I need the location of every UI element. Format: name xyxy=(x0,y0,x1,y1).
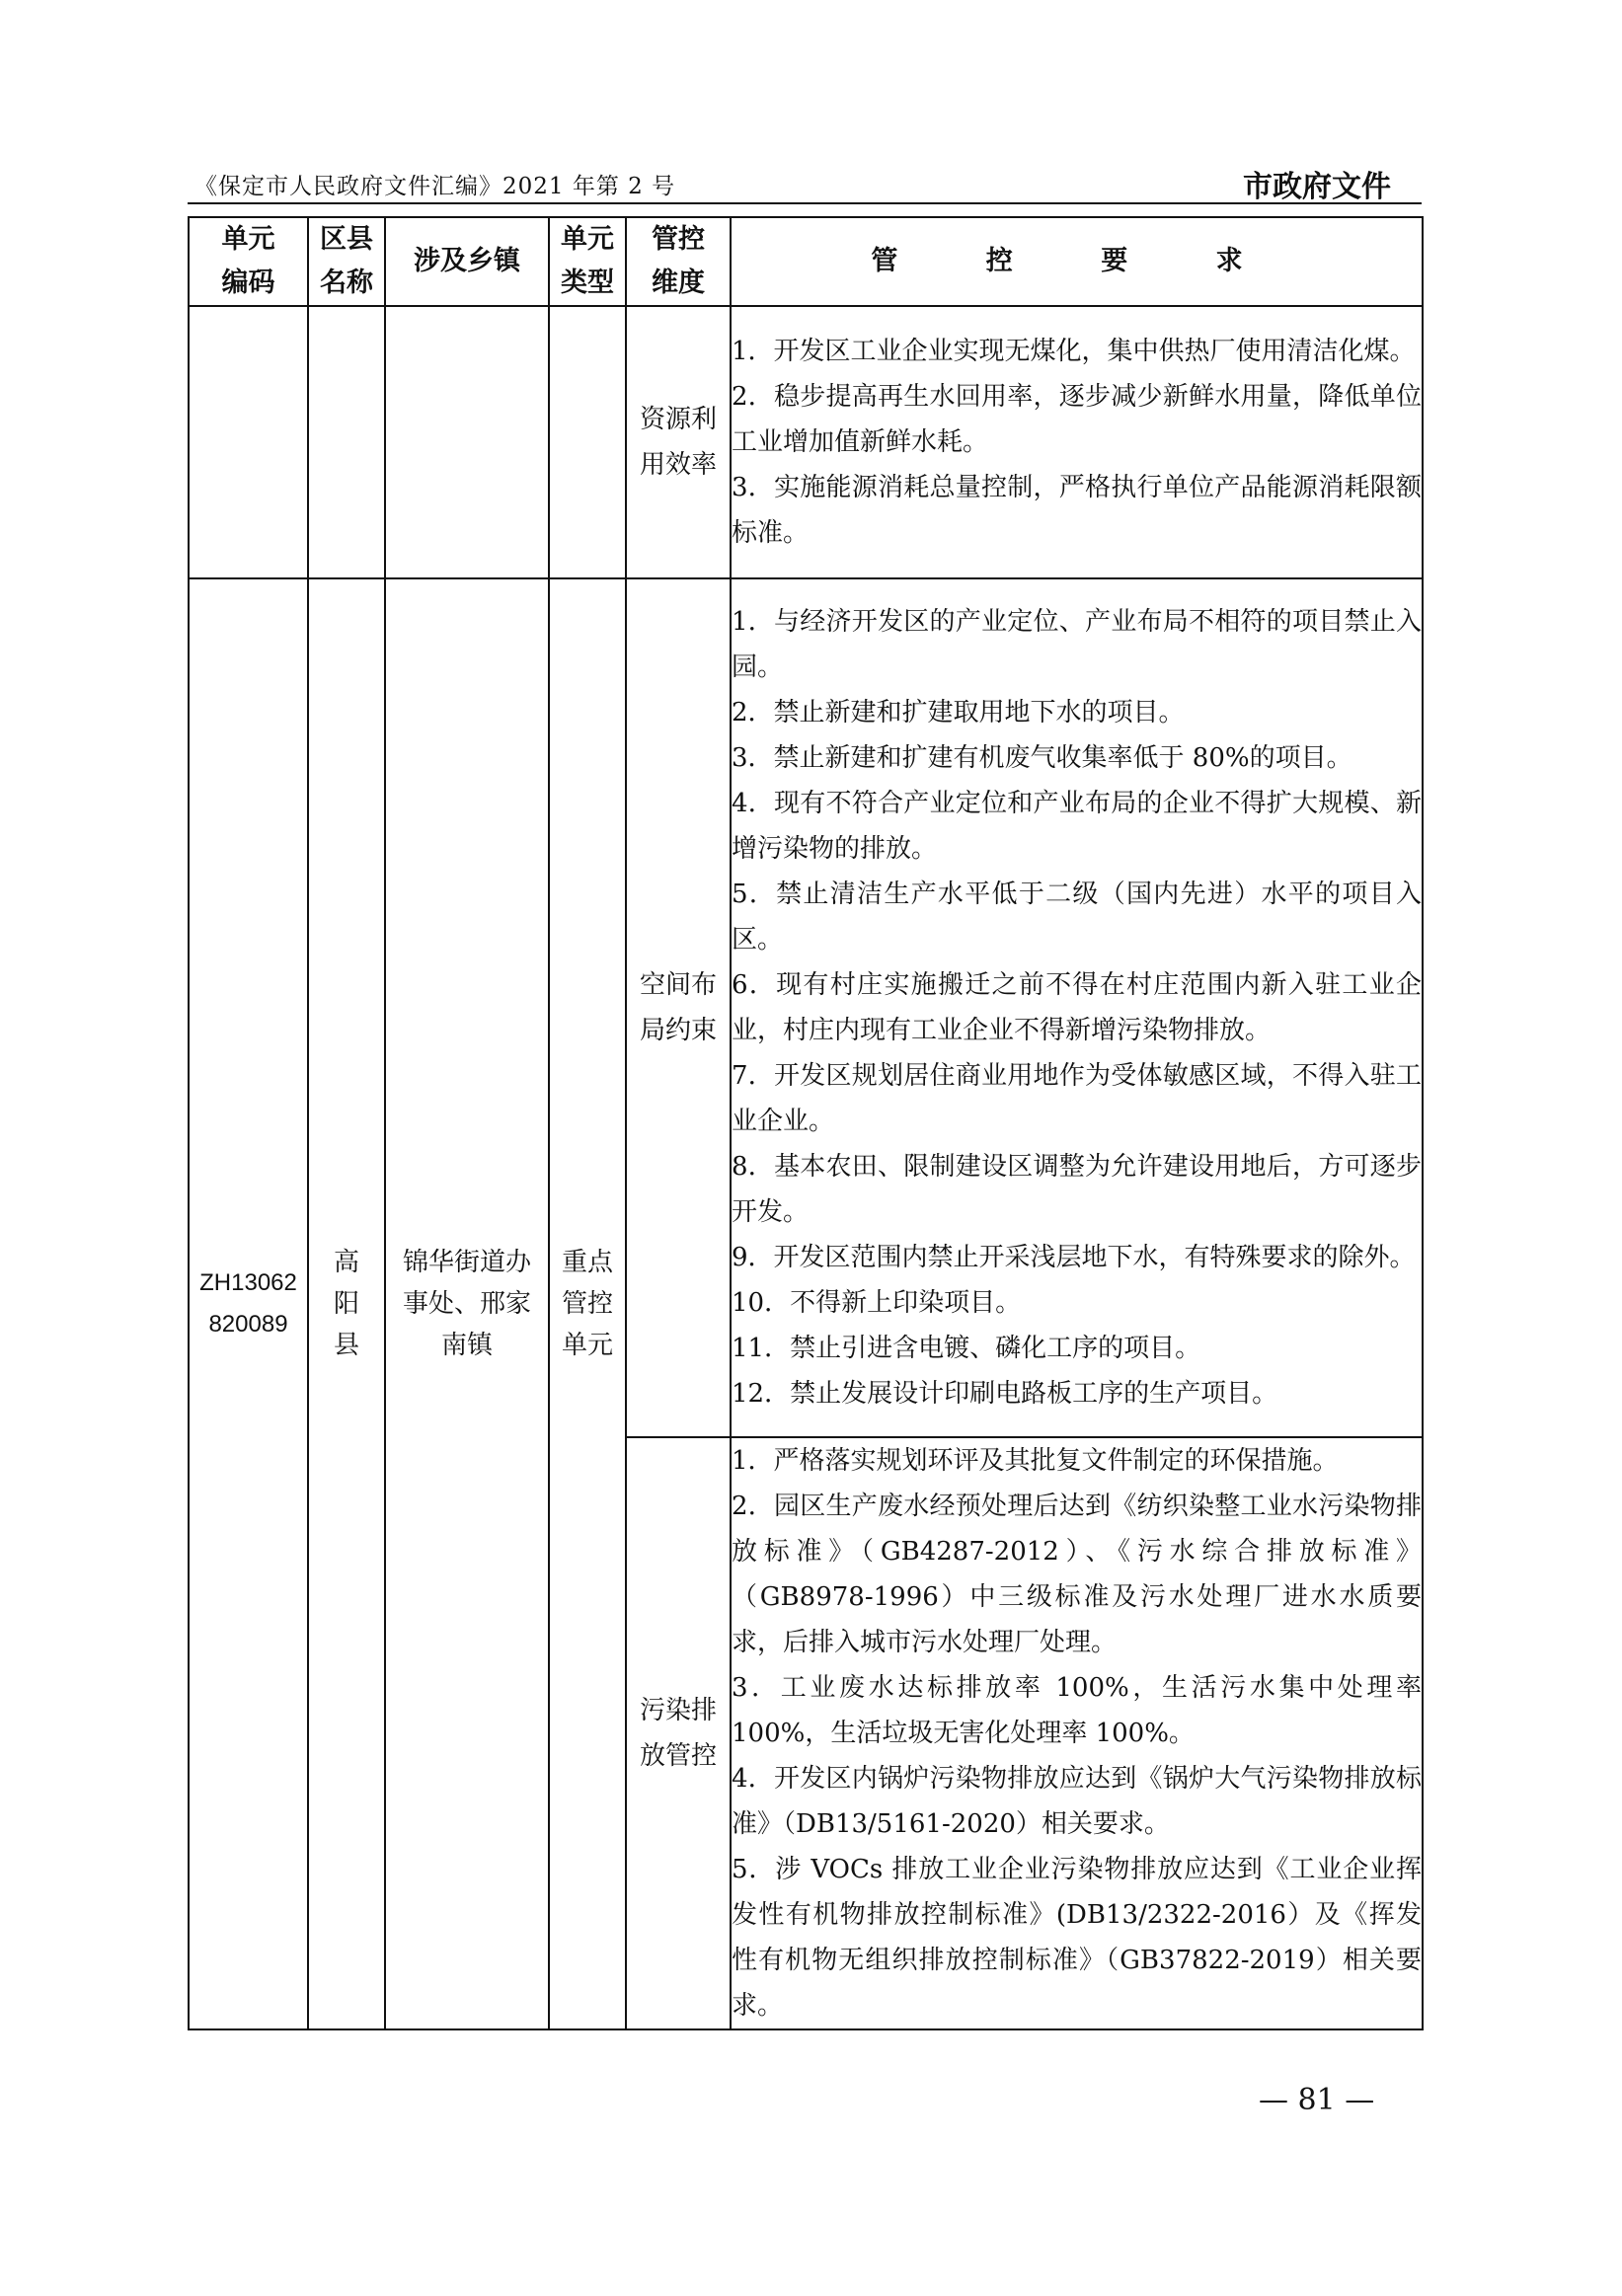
table-row xyxy=(189,578,1423,1437)
control-requirements-table xyxy=(188,216,1424,2030)
requirement-item: 5．禁止清洁生产水平低于二级（国内先进）水平的项目入区。 xyxy=(732,880,1422,955)
table-header-row xyxy=(189,217,1423,306)
cell-towns: 锦华街道办 事处、邢家 南镇 xyxy=(385,578,549,2029)
col-header-county: 区县 名称 xyxy=(308,217,385,306)
cell-dimension-spatial: 空间布 局约束 xyxy=(626,578,731,1437)
requirement-item: 1．开发区工业企业实现无煤化，集中供热厂使用清洁化煤。 xyxy=(732,337,1416,366)
col-header-unit-type: 单元 类型 xyxy=(549,217,626,306)
running-header-title: 《保定市人民政府文件汇编》2021 年第 2 号 xyxy=(194,174,676,199)
requirement-item: 8．基本农田、限制建设区调整为允许建设用地后，方可逐步开发。 xyxy=(732,1152,1422,1227)
requirement-item: 4．开发区内锅炉污染物排放应达到《锅炉大气污染物排放标准》（DB13/5161-2020）相关要求。 xyxy=(732,1764,1422,1839)
cell-empty xyxy=(308,306,385,578)
cell-dimension-resource: 资源利 用效率 xyxy=(626,306,731,578)
col-header-requirements: 管 控 要 求 xyxy=(731,217,1423,306)
requirement-item: 3．实施能源消耗总量控制，严格执行单位产品能源消耗限额标准。 xyxy=(732,473,1422,548)
cell-county: 高 阳 县 xyxy=(308,578,385,2029)
col-header-text: 单元 编码 xyxy=(221,224,275,298)
cell-empty xyxy=(189,306,308,578)
cell-unit-type: 重点 管控 单元 xyxy=(549,578,626,2029)
col-header-unit-code xyxy=(189,217,308,306)
requirement-item: 4．现有不符合产业定位和产业布局的企业不得扩大规模、新增污染物的排放。 xyxy=(732,789,1422,864)
requirement-item: 5．涉 VOCs 排放工业企业污染物排放应达到《工业企业挥发性有机物排放控制标准》(DB13/2322-2016）及《挥发性有机物无组织排放控制标准》（GB37822-2019）相关要求。 xyxy=(732,1855,1422,2021)
running-header-section: 市政府文件 xyxy=(1243,170,1391,204)
cell-dimension-pollution: 污染排 放管控 xyxy=(626,1437,731,2029)
requirement-item: 2．禁止新建和扩建取用地下水的项目。 xyxy=(732,698,1185,727)
cell-requirements-spatial xyxy=(731,578,1423,1437)
requirement-item: 10．不得新上印染项目。 xyxy=(732,1288,1022,1318)
requirement-item: 2．稳步提高再生水回用率，逐步减少新鲜水用量，降低单位工业增加值新鲜水耗。 xyxy=(732,382,1422,457)
cell-unit-code: ZH13062 820089 xyxy=(189,578,308,2029)
requirement-item: 12．禁止发展设计印刷电路板工序的生产项目。 xyxy=(732,1379,1278,1409)
page-number: — 81 — xyxy=(1259,2083,1375,2117)
requirement-item: 3．禁止新建和扩建有机废气收集率低于 80%的项目。 xyxy=(732,743,1352,773)
col-header-towns: 涉及乡镇 xyxy=(385,217,549,306)
requirement-item: 6．现有村庄实施搬迁之前不得在村庄范围内新入驻工业企业，村庄内现有工业企业不得新增污染物排放。 xyxy=(732,970,1422,1045)
cell-empty xyxy=(385,306,549,578)
col-header-dimension: 管控 维度 xyxy=(626,217,731,306)
requirement-item: 1．与经济开发区的产业定位、产业布局不相符的项目禁止入园。 xyxy=(732,607,1422,682)
header-rule xyxy=(188,202,1422,204)
requirement-item: 9．开发区范围内禁止开采浅层地下水，有特殊要求的除外。 xyxy=(732,1243,1416,1272)
table-row xyxy=(189,306,1423,578)
requirement-item: 2．园区生产废水经预处理后达到《纺织染整工业水污染物排放标准》（GB4287-2012）、《污水综合排放标准》（GB8978-1996）中三级标准及污水处理厂进水水质要求，后排入城市污水处理厂处理。 xyxy=(732,1492,1422,1657)
requirement-item: 1．严格落实规划环评及其批复文件制定的环保措施。 xyxy=(732,1446,1339,1476)
requirement-item: 11．禁止引进含电镀、磷化工序的项目。 xyxy=(732,1334,1201,1363)
cell-requirements-resource xyxy=(731,306,1423,578)
requirement-item: 3．工业废水达标排放率 100%，生活污水集中处理率 100%，生活垃圾无害化处理率 100%。 xyxy=(732,1673,1422,1748)
cell-empty xyxy=(549,306,626,578)
cell-requirements-pollution xyxy=(731,1437,1423,2029)
requirement-item: 7．开发区规划居住商业用地作为受体敏感区域，不得入驻工业企业。 xyxy=(732,1061,1422,1136)
